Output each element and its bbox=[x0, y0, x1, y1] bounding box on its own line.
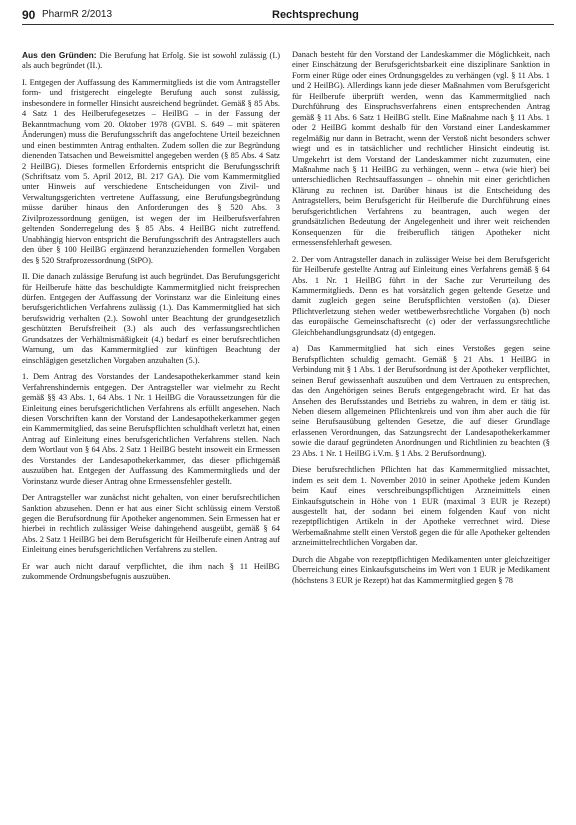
right-column bbox=[292, 50, 550, 592]
lead-label: Aus den Gründen: bbox=[22, 50, 97, 60]
page-header bbox=[22, 6, 554, 28]
paragraph bbox=[22, 50, 280, 72]
paragraph: 1. Dem Antrag des Vorstandes der Landesapothekerkammer stand kein Verfahrenshindernis entgegen. Der Antragsteller war vielmehr zu Recht gemäß §§ 43 Abs. 1, 64 Abs. 1 Nr. 1 HeilBG die Voraussetzungen für die Einleitung eines berufsgerichtlichen Verfahrens als erfüllt angesehen. Nach diesen Vorschriften kann der Vorstand der Landesapothekerkammer gegen ein Kammermitglied, das seine Berufspflichten schuldhaft verletzt hat, einen Antrag auf Einleitung eines berufsgerichtlichen Verfahrens stellen. Nach dem Wortlaut von § 64 Abs. 2 Satz 1 HeilBG besteht insoweit ein Ermessen des Vorstandes der Landesapothekerkammer, das dieser pflichtgemäß auszuüben hat. Entgegen der Auffassung des Kammermitglieds und der Vorinstanz wurde dieser Antrag ohne Ermessensfehler gestellt. bbox=[22, 372, 280, 486]
paragraph: Danach besteht für den Vorstand der Landeskammer die Möglichkeit, nach einer Einschätzung der Berufsgerichtsbarkeit eine disziplinare Sanktion in Form einer Rüge oder eines Ordnungsgeldes zu verhängen (vgl. § 11 Abs. 1 und 2 HeilBG). Allerdings kann jede dieser Maßnahmen vom Berufsgericht für Heilberufe überprüft werden, wenn das Kammermitglied nach Durchführung des Einspruchsverfahrens einen entsprechenden Antrag gemäß § 11 Abs. 6 Satz 1 HeilBG stellt. Eine Maßnahme nach § 11 Abs. 1 oder 2 HeilBG kommt deshalb für den Vorstand einer Landeskammer regelmäßig nur dann in Betracht, wenn der Verstoß nicht besonders schwer wiegt und es in tatsächlicher und rechtlicher Hinsicht eindeutig ist. Umgekehrt ist dem Vorstand der Landeskammer nicht zuzumuten, eine Maßnahme nach § 11 HeilBG zu verhängen, wenn – etwa (wie hier) bei unterschiedlichen Rechtsauffassungen – ohnehin mit einer gerichtlichen Klärung zu rechnen ist. Darüber hinaus ist die Entscheidung des Antragstellers, beim Berufsgericht für Heilberufe die Durchführung eines berufsgerichtlichen Verfahrens zu beantragen, auch wegen der grundsätzlichen Bedeutung der Angelegenheit und ihrer weit reichenden Konsequenzen für die freiberuflich tätigen Apotheker nicht ermessensfehlerhaft gewesen. bbox=[292, 50, 550, 248]
section-title: Rechtsprechung bbox=[272, 9, 359, 21]
paragraph: 2. Der vom Antragsteller danach in zulässiger Weise bei dem Berufsgericht für Heilberufe gestellte Antrag auf Einleitung eines Verfahrens gemäß § 64 Abs. 1 Nr. 1 HeilBG führt in der Sache zur Verurteilung des Kammermitglieds. Denn es hat vorsätzlich gegen geltende Gesetze und damit zugleich gegen seine Berufspflichten verstoßen (a). Dieser Pflichtverletzung stehen weder wettbewerbsrechtliche Vorgaben (b) noch das europäische Gemeinschaftsrecht (c) oder der verfassungsrechtliche Gleichbehandlungsgrundsatz (d) entgegen. bbox=[292, 254, 550, 337]
paragraph: Der Antragsteller war zunächst nicht gehalten, von einer berufsrechtlichen Sanktion abzusehen. Denn er hat aus einer Sicht schlüssig einem Verstoß gegen die Berufsordnung für Apotheker angenommen. Sein Ermessen hat er hierbei in rechtlich zulässiger Weise dahingehend ausgeübt, gemäß § 64 Abs. 2 Satz 1 HeilBG bei dem Berufsgericht für Heilberufe einen Antrag auf Einleitung eines berufsgerichtlichen Verfahrens zu stellen. bbox=[22, 493, 280, 555]
paragraph: Diese berufsrechtlichen Pflichten hat das Kammermitglied missachtet, indem es seit dem 1. November 2010 in seiner Apotheke jedem Kunden beim Kauf eines verschreibungspflichtigen Arzneimittels einen Einkaufsgutschein in Höhe von 1 EUR (maximal 3 EUR je Rezept) ausgestellt hat, der sodann bei einem folgenden Kauf von nicht rezeptpflichtigen Artikeln in der Apotheke verrechnet wird. Diese Werbemaßnahme stellt einen Verstoß gegen die für alle Apotheker geltenden arzneimittelrechtlichen Vorgaben dar. bbox=[292, 465, 550, 548]
paragraph: Er war auch nicht darauf verpflichtet, die ihm nach § 11 HeilBG zukommende Ordnungsbefugnis auszuüben. bbox=[22, 561, 280, 582]
left-column bbox=[22, 50, 280, 589]
paragraph: a) Das Kammermitglied hat sich eines Verstoßes gegen seine Berufspflichten schuldig gemacht. Gemäß § 21 Abs. 1 HeilBG in Verbindung mit § 1 Abs. 1 der Berufsordnung ist der Apotheker verpflichtet, seinen Beruf gewissenhaft auszuüben und dem Vertrauen zu entsprechen, das den Angehörigen seines Berufs entgegengebracht wird. Er hat das Ansehen des Berufsstandes und Betriebs zu wahren, in dem er tätig ist. Neben diesem allgemeinen Pflichtenkreis und von ihm aber auch die für seine Berufsausübung geltenden Gesetze, die auf dieser Grundlage erlassenen Verordnungen, das Satzungsrecht der Landesapothekerkammer sowie die darauf gegründeten Anordnungen und Richtlinien zu beachten (§ 23 Abs. 1 Nr. 1 HeilBG i.V.m. § 1 Abs. 2 Berufsordnung). bbox=[292, 344, 550, 458]
journal-title: PharmR 2/2013 bbox=[42, 9, 113, 20]
paragraph: Durch die Abgabe von rezeptpflichtigen Medikamenten unter gleichzeitiger Überreichung eines Einkaufsgutscheins im Wert von 1 EUR je Medikament (höchstens 3 EUR je Rezept) hat das Kammermitglied gegen § 78 bbox=[292, 554, 550, 585]
paragraph-text: Die Berufung hat Erfolg. Sie ist sowohl zulässig (I.) als auch begründet (II.). bbox=[22, 51, 280, 71]
header-rule bbox=[22, 24, 554, 25]
paragraph: I. Entgegen der Auffassung des Kammermitglieds ist die vom Antragsteller form- und fristgerecht eingelegte Berufung auch sonst zulässig, insbesondere in formeller Hinsicht ausreichend begründet. Gemäß § 85 Abs. 4 Satz 1 des Heilberufegesetzes – HeilBG – in der Fassung der Bekanntmachung vom 20. Oktober 1978 (GVBl. S. 649 – mit späteren Änderungen) muss die Berufungsschrift das angefochtene Urteil bezeichnen und einen bestimmten Antrag enthalten. Zudem sollen die zur Begründung dienenden Tatsachen und Beweismittel angegeben werden (§ 85 Abs. 4 Satz 2 HeilBG). Dieses formellen Erfordernis entspricht die Berufungsschrift (Schriftsatz vom 5. April 2012, Bl. 217 GA). Die vom Kammermitglied unter Hinweis auf verschiedene Entscheidungen von Zivil- und Verwaltungsgerichten vertretene Auffassung, eine Berufungsbegründung müsse darüber hinaus den Anforderungen des § 520 Abs. 3 Zivilprozessordnung genügen, ist wegen der im Heilberufsverfahren geltenden Sonderregelung des § 85 Abs. 4 HeilBG nicht zutreffend. Unabhängig hiervon entspricht die Berufungsschrift des Antragstellers auch den über § 100 HeilBG ergänzend heranzuziehenden formellen Vorgaben des § 520 Strafprozessordnung (StPO). bbox=[22, 77, 280, 265]
paragraph: II. Die danach zulässige Berufung ist auch begründet. Das Berufungsgericht für Heilberufe hätte das beschuldigte Kammermitglied nicht freisprechen dürfen. Entgegen der Auffassung der Vorinstanz war die Einleitung eines berufsgerichtlichen Verfahrens zulässig (1.). Das Kammermitglied hat sich berufswidrig verhalten (2.). Sowohl unter Beachtung der grundgesetzlich geschützten Berufsfreiheit (3.) als auch des verfassungsrechtlichen Grundsatzes der Verhältnismäßigkeit (4.) bedarf es einer berufsrechtlichen Warnung, um das Kammermitglied zur künftigen Beachtung der einschlägigen gesetzlichen Vorgaben anzuhalten (5.). bbox=[22, 272, 280, 365]
page-number: 90 bbox=[22, 8, 36, 22]
